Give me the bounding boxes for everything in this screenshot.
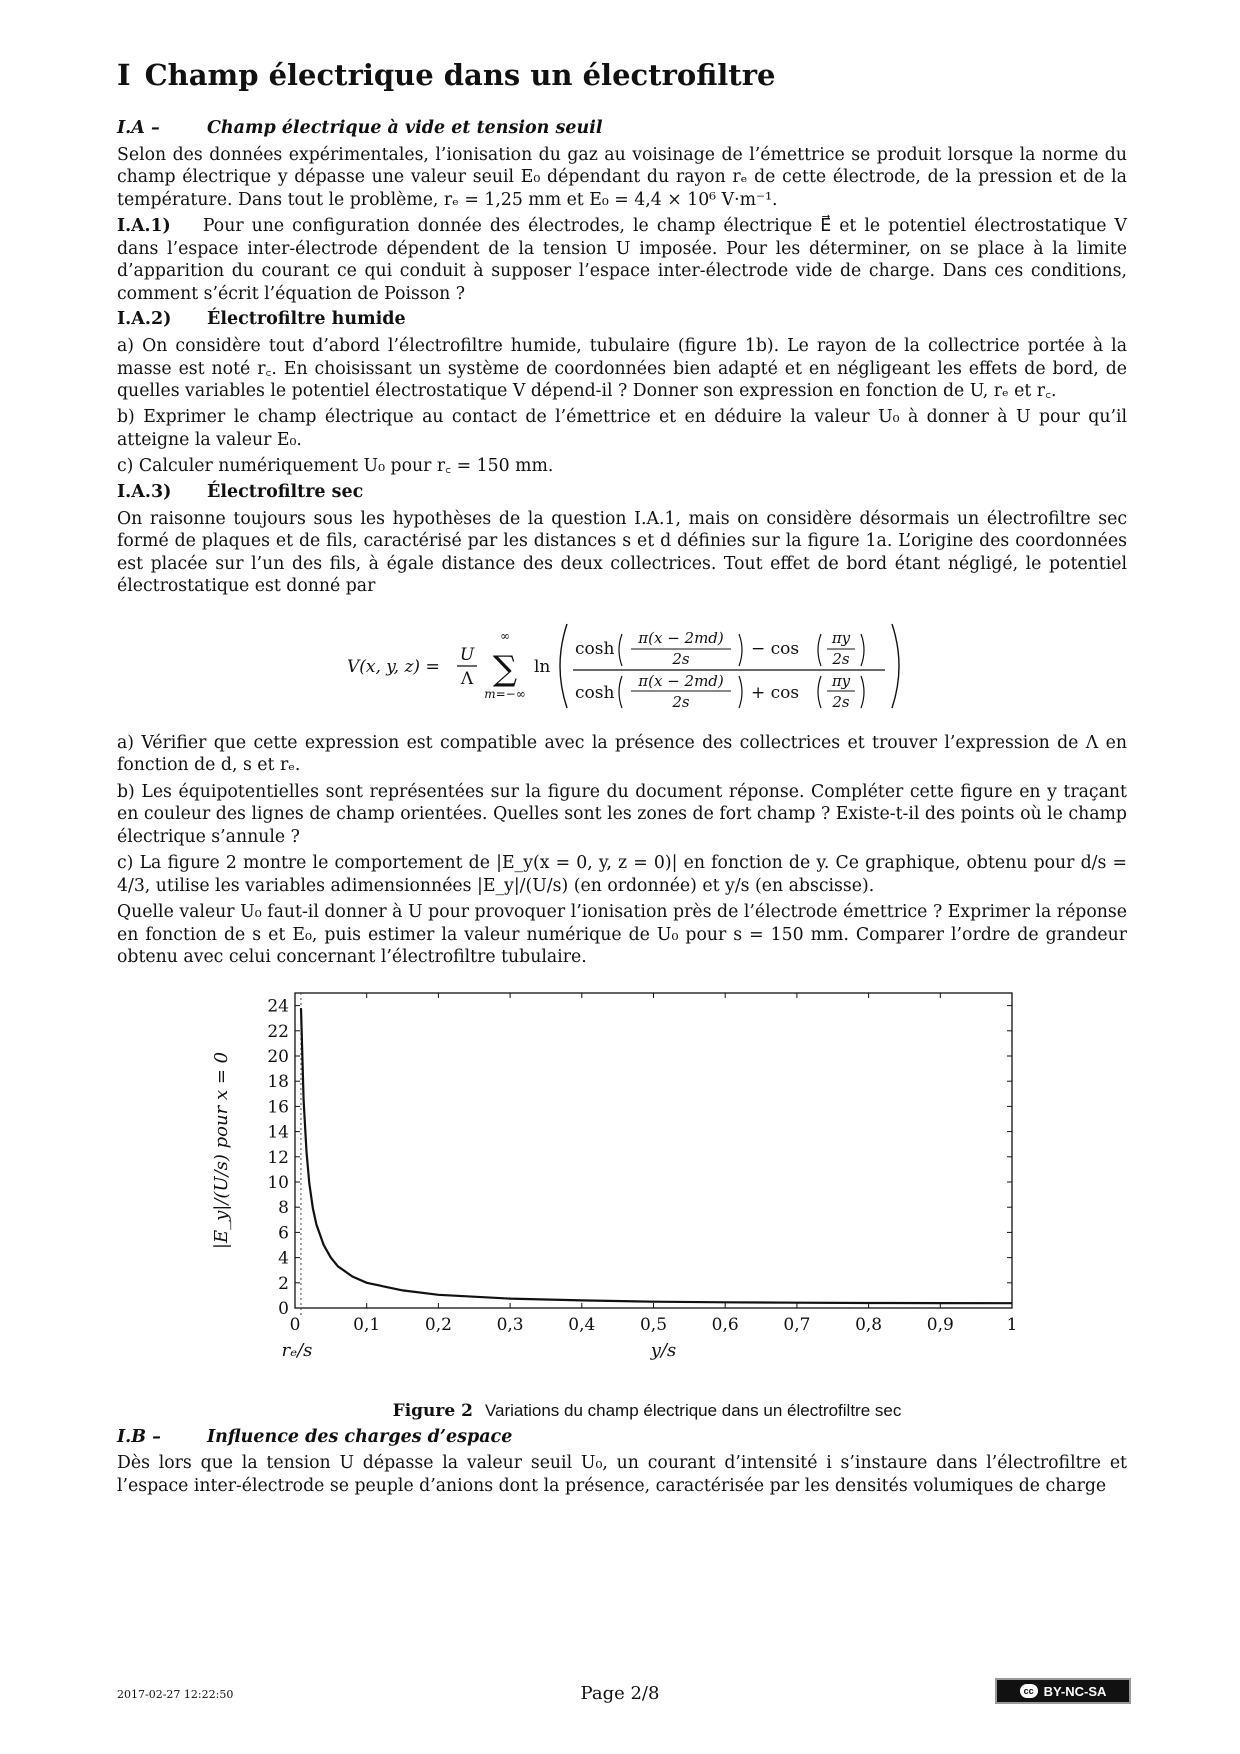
eq-bot-arg-num: π(x − 2md) [638,671,724,690]
question-ia2-label: I.A.2) [117,309,172,330]
question-ia1-label: I.A.1) [117,216,171,237]
y-tick-label: 18 [267,1071,289,1092]
eq-bot-cos-num: πy [831,671,851,690]
footer-timestamp: 2017-02-27 12:22:50 [117,1688,234,1701]
y-tick-label: 6 [278,1222,289,1243]
field-curve [301,1008,1012,1303]
eq-sum-bottom: m=−∞ [484,686,526,701]
y-tick-label: 22 [267,1021,289,1042]
figure-caption-text: Variations du champ électrique dans un électrofiltre sec [484,1400,902,1420]
x-tick-label: 0,6 [711,1314,739,1335]
eq-lhs: V(x, y, z) = [347,656,440,677]
figure-caption [317,1401,977,1421]
y-tick-label: 24 [267,996,289,1017]
question-ia3b: b) Les équipotentielles sont représentées sur la figure du document réponse. Compléter cette figure en y traçant en couleur des lignes de champ orientées. Quelles sont les zones de fort champ ? Existe-t-il des points où le champ électrique s’annule ? [117,781,1127,847]
section-ib-label: I.B – [117,1426,161,1447]
eq-sum-top: ∞ [500,628,510,643]
x-tick-label: 0,2 [424,1314,452,1335]
y-axis-label: |E_y|/(U/s) pour x = 0 [211,1051,232,1249]
eq-top-arg-den: 2s [672,649,690,668]
question-ia3c: c) La figure 2 montre le comportement de |E_y(x = 0, y, z = 0)| en fonction de y. Ce graphique, obtenu pour d/s = 4/3, utilise les variables adimensionnées |E_y|/(U/s) (en ordonnée) et y/s (en abscisse). [117,853,1127,896]
x-tick-label: 1 [1006,1314,1018,1335]
x-tick-label: 0,7 [783,1314,811,1335]
question-ia2-heading [117,309,1127,331]
x-tick-label: 0,4 [568,1314,596,1335]
eq-ln: ln [534,656,551,677]
license-text: BY-NC-SA [1043,1683,1107,1699]
eq-top-arg-num: π(x − 2md) [638,628,724,647]
question-ia3-title: Électrofiltre sec [207,481,364,502]
eq-bot-cos: + cos [751,682,800,703]
eq-bot-cos-den: 2s [832,692,850,711]
title-number: I [117,58,131,92]
question-ia3-intro: On raisonne toujours sous les hypothèses de la question I.A.1, mais on considère désormais un électrofiltre sec formé de plaques et de fils, caractérisé par les distances s et d définies sur la figure 1a. L’origine des coordonnées est placée sur l’un des fils, à égale distance des deux collectrices. Tout effet de bord étant négligé, le potentiel électrostatique est donné par [117,508,1127,597]
question-ia3a: a) Vérifier que cette expression est compatible avec la présence des collectrices et trouver l’expression de Λ en fonction de d, s et rₑ. [117,732,1127,776]
x-tick-label: 0 [289,1314,301,1335]
y-tick-label: 2 [278,1273,289,1294]
re-marker-label: rₑ/s [281,1339,313,1361]
eq-sum-sign: ∑ [492,648,518,689]
potential-equation [117,620,1127,710]
section-ib-text: Dès lors que la tension U dépasse la valeur seuil U₀, un courant d’intensité i s’instaure dans l’électrofiltre et l’espace inter-électrode se peuple d’anions dont la présence, caractérisée par les densités volumiques de charge [117,1453,1127,1496]
x-tick-label: 0,8 [855,1314,883,1335]
eq-bot-arg-den: 2s [672,692,690,711]
eq-frac-den: Λ [460,668,474,689]
field-chart [117,981,1127,1401]
footer-page: Page 2/8 [580,1683,660,1704]
license-badge [995,1678,1131,1704]
eq-top-cos-num: πy [831,628,851,647]
y-tick-label: 10 [267,1172,289,1193]
title-text: Champ électrique dans un électrofiltre [144,58,776,92]
y-tick-label: 20 [267,1046,289,1067]
section-ib-heading [117,1427,1127,1449]
page-body [117,60,1127,1501]
eq-top-cosh: cosh [575,638,615,659]
question-ia2-title: Électrofiltre humide [207,309,406,330]
plot-frame [295,993,1012,1308]
x-axis-label: y/s [650,1339,677,1361]
x-tick-label: 0,1 [353,1314,381,1335]
y-tick-label: 16 [267,1096,289,1117]
eq-frac-num: U [459,644,475,665]
x-tick-label: 0,5 [639,1314,668,1335]
y-tick-label: 12 [267,1147,289,1168]
question-ia2a: a) On considère tout d’abord l’électrofiltre humide, tubulaire (figure 1b). Le rayon de la collectrice portée à la masse est noté r꜀. En choisissant un système de coordonnées bien adapté et en négligeant les effets de bord, de quelles variables le potentiel électrostatique V dépend-il ? Donner son expression en fonction de U, rₑ et r꜀. [117,336,1127,401]
section-ib-title: Influence des charges d’espace [207,1426,513,1447]
eq-top-cos: − cos [751,638,800,659]
figure-label: Figure 2 [392,1400,473,1421]
question-ia2c: c) Calculer numériquement U₀ pour r꜀ = 150 mm. [117,456,554,477]
question-ia3-label: I.A.3) [117,481,172,502]
x-tick-label: 0,9 [926,1314,954,1335]
y-tick-label: 8 [278,1197,289,1218]
y-tick-label: 14 [267,1122,289,1143]
section-ia-label: I.A – [117,117,160,138]
eq-bot-cosh: cosh [575,682,615,703]
section-ia-heading [117,118,1127,140]
figure-2 [117,981,1127,1421]
page-title [117,60,1127,92]
question-ia1 [117,215,1127,305]
question-ia3-heading [117,482,1127,504]
eq-top-cos-den: 2s [832,649,850,668]
y-tick-label: 4 [278,1248,289,1269]
cc-icon: cc [1020,1684,1038,1698]
question-ia3c-follow: Quelle valeur U₀ faut-il donner à U pour provoquer l’ionisation près de l’électrode émettrice ? Exprimer la réponse en fonction de s et E₀, puis estimer la valeur numérique de U₀ pour s = 150 mm. Comparer l’ordre de grandeur obtenu avec celui concernant l’électrofiltre tubulaire. [117,902,1127,968]
x-tick-label: 0,3 [496,1314,524,1335]
section-ia-intro: Selon des données expérimentales, l’ionisation du gaz au voisinage de l’émettrice se produit lorsque la norme du champ électrique y dépasse une valeur seuil E₀ dépendant du rayon rₑ de cette électrode, de la pression et de la température. Dans tout le problème, rₑ = 1,25 mm et E₀ = 4,4 × 10⁶ V·m⁻¹. [117,144,1127,210]
section-ia-title: Champ électrique à vide et tension seuil [207,117,603,138]
y-tick-label: 0 [278,1298,289,1319]
question-ia1-text: Pour une configuration donnée des électrodes, le champ électrique E⃗ et le potentiel électrostatique V dans l’espace inter-électrode dépendent de la tension U imposée. Pour les déterminer, on se place à la limite d’apparition du courant ce qui conduit à supposer l’espace inter-électrode vide de charge. Dans ces conditions, comment s’écrit l’équation de Poisson ? [117,216,1128,304]
question-ia2b: b) Exprimer le champ électrique au contact de l’émettrice et en déduire la valeur U₀ à donner à U pour qu’il atteigne la valeur E₀. [117,407,1127,450]
